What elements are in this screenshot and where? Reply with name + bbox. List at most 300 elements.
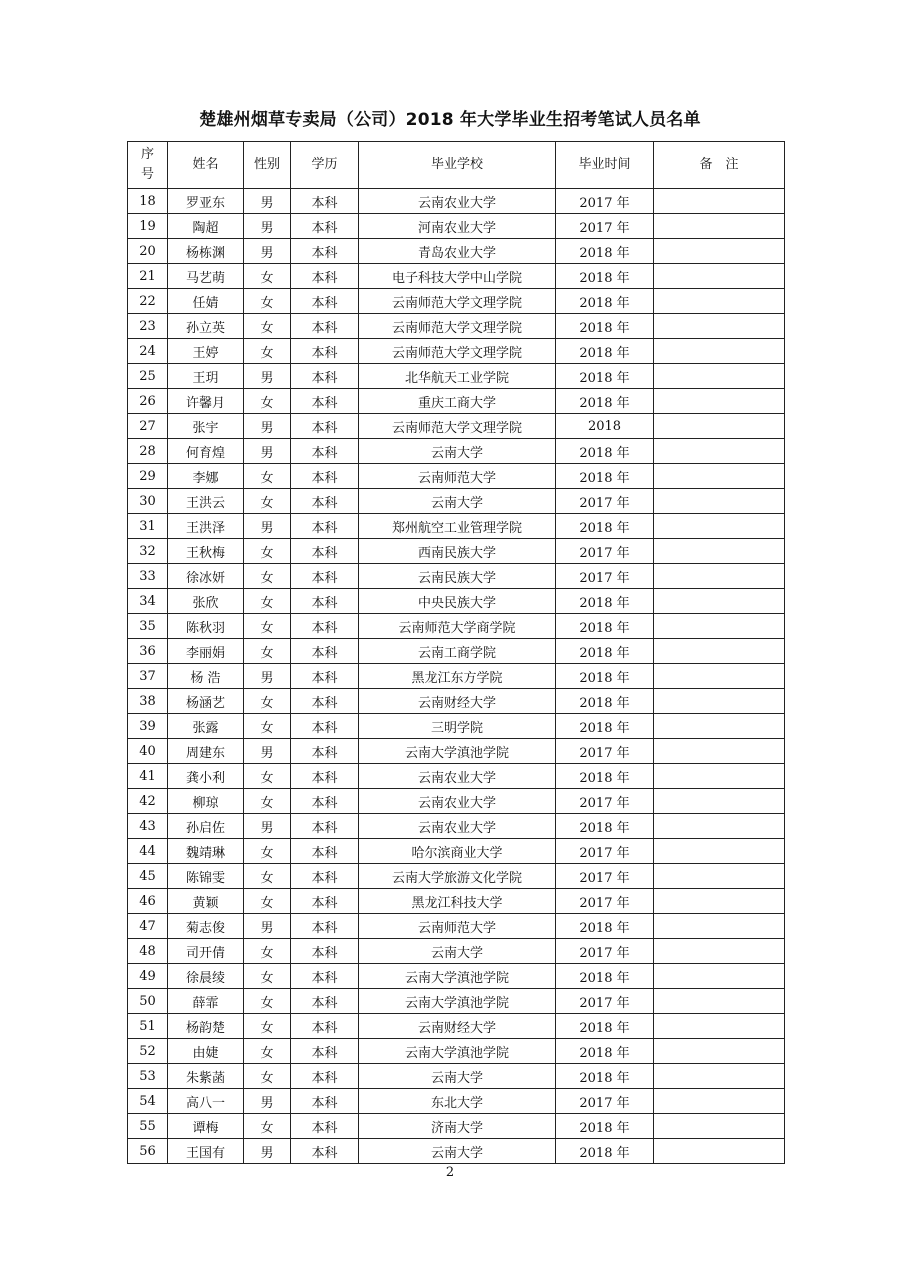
page-number: 2 xyxy=(445,1165,455,1180)
cell-gender: 女 xyxy=(244,714,291,739)
cell-seq: 48 xyxy=(128,939,168,964)
cell-gender: 女 xyxy=(244,939,291,964)
cell-education: 本科 xyxy=(291,289,359,314)
cell-remarks xyxy=(654,464,785,489)
cell-seq: 37 xyxy=(128,664,168,689)
cell-seq: 31 xyxy=(128,514,168,539)
cell-gender: 男 xyxy=(244,1089,291,1114)
cell-grad-time: 2018 年 xyxy=(556,314,654,339)
cell-grad-time: 2018 年 xyxy=(556,689,654,714)
cell-school: 云南师范大学文理学院 xyxy=(359,339,556,364)
table-row xyxy=(128,389,785,414)
cell-grad-time: 2017 年 xyxy=(556,989,654,1014)
cell-name: 王国有 xyxy=(168,1139,244,1164)
cell-seq: 32 xyxy=(128,539,168,564)
cell-grad-time: 2017 年 xyxy=(556,939,654,964)
cell-seq: 26 xyxy=(128,389,168,414)
cell-school: 云南大学 xyxy=(359,489,556,514)
cell-name: 王洪泽 xyxy=(168,514,244,539)
cell-name: 高八一 xyxy=(168,1089,244,1114)
cell-education: 本科 xyxy=(291,889,359,914)
cell-seq: 42 xyxy=(128,789,168,814)
cell-education: 本科 xyxy=(291,814,359,839)
cell-name: 黄颖 xyxy=(168,889,244,914)
cell-education: 本科 xyxy=(291,914,359,939)
cell-grad-time: 2018 年 xyxy=(556,264,654,289)
cell-school: 河南农业大学 xyxy=(359,214,556,239)
cell-remarks xyxy=(654,1014,785,1039)
cell-seq: 25 xyxy=(128,364,168,389)
cell-seq: 43 xyxy=(128,814,168,839)
header-grad-time: 毕业时间 xyxy=(556,142,654,189)
cell-remarks xyxy=(654,214,785,239)
cell-education: 本科 xyxy=(291,339,359,364)
cell-gender: 女 xyxy=(244,839,291,864)
cell-school: 中央民族大学 xyxy=(359,589,556,614)
candidate-table xyxy=(127,141,785,1164)
cell-gender: 女 xyxy=(244,314,291,339)
cell-seq: 54 xyxy=(128,1089,168,1114)
cell-grad-time: 2018 年 xyxy=(556,389,654,414)
table-row xyxy=(128,789,785,814)
cell-education: 本科 xyxy=(291,1014,359,1039)
cell-school: 云南大学 xyxy=(359,1139,556,1164)
header-remarks: 备 注 xyxy=(654,142,785,189)
cell-gender: 女 xyxy=(244,1039,291,1064)
cell-gender: 女 xyxy=(244,889,291,914)
cell-gender: 男 xyxy=(244,189,291,214)
cell-gender: 女 xyxy=(244,864,291,889)
cell-education: 本科 xyxy=(291,414,359,439)
cell-name: 司开倩 xyxy=(168,939,244,964)
cell-education: 本科 xyxy=(291,189,359,214)
cell-remarks xyxy=(654,1064,785,1089)
cell-education: 本科 xyxy=(291,989,359,1014)
cell-seq: 18 xyxy=(128,189,168,214)
cell-grad-time: 2018 年 xyxy=(556,764,654,789)
cell-seq: 44 xyxy=(128,839,168,864)
table-row xyxy=(128,1039,785,1064)
cell-grad-time: 2018 年 xyxy=(556,664,654,689)
cell-seq: 24 xyxy=(128,339,168,364)
header-name: 姓名 xyxy=(168,142,244,189)
cell-remarks xyxy=(654,314,785,339)
cell-remarks xyxy=(654,489,785,514)
cell-education: 本科 xyxy=(291,514,359,539)
cell-gender: 女 xyxy=(244,564,291,589)
cell-remarks xyxy=(654,264,785,289)
cell-grad-time: 2017 年 xyxy=(556,214,654,239)
cell-remarks xyxy=(654,514,785,539)
cell-grad-time: 2018 年 xyxy=(556,639,654,664)
cell-school: 云南大学滇池学院 xyxy=(359,1039,556,1064)
cell-gender: 女 xyxy=(244,1014,291,1039)
cell-grad-time: 2017 年 xyxy=(556,489,654,514)
cell-education: 本科 xyxy=(291,214,359,239)
cell-grad-time: 2017 年 xyxy=(556,889,654,914)
cell-seq: 29 xyxy=(128,464,168,489)
table-row xyxy=(128,414,785,439)
cell-school: 云南大学滇池学院 xyxy=(359,739,556,764)
cell-gender: 男 xyxy=(244,664,291,689)
cell-grad-time: 2018 年 xyxy=(556,1139,654,1164)
cell-grad-time: 2017 年 xyxy=(556,789,654,814)
cell-seq: 45 xyxy=(128,864,168,889)
cell-education: 本科 xyxy=(291,1039,359,1064)
table-row xyxy=(128,714,785,739)
table-row xyxy=(128,989,785,1014)
cell-school: 云南农业大学 xyxy=(359,814,556,839)
table-row xyxy=(128,314,785,339)
table-row xyxy=(128,639,785,664)
cell-gender: 男 xyxy=(244,364,291,389)
cell-education: 本科 xyxy=(291,739,359,764)
cell-gender: 男 xyxy=(244,514,291,539)
cell-school: 云南大学滇池学院 xyxy=(359,964,556,989)
cell-grad-time: 2018 年 xyxy=(556,289,654,314)
cell-education: 本科 xyxy=(291,1064,359,1089)
cell-school: 云南大学 xyxy=(359,439,556,464)
cell-remarks xyxy=(654,789,785,814)
table-row xyxy=(128,739,785,764)
cell-school: 云南工商学院 xyxy=(359,639,556,664)
cell-seq: 38 xyxy=(128,689,168,714)
table-row xyxy=(128,614,785,639)
table-row xyxy=(128,689,785,714)
cell-name: 菊志俊 xyxy=(168,914,244,939)
cell-seq: 23 xyxy=(128,314,168,339)
cell-name: 徐晨绫 xyxy=(168,964,244,989)
cell-school: 济南大学 xyxy=(359,1114,556,1139)
cell-name: 何育煌 xyxy=(168,439,244,464)
cell-school: 电子科技大学中山学院 xyxy=(359,264,556,289)
cell-gender: 女 xyxy=(244,264,291,289)
table-row xyxy=(128,489,785,514)
cell-gender: 女 xyxy=(244,464,291,489)
cell-school: 云南民族大学 xyxy=(359,564,556,589)
cell-name: 陶超 xyxy=(168,214,244,239)
table-row xyxy=(128,589,785,614)
cell-school: 西南民族大学 xyxy=(359,539,556,564)
table-row xyxy=(128,839,785,864)
cell-gender: 女 xyxy=(244,639,291,664)
cell-education: 本科 xyxy=(291,714,359,739)
cell-name: 朱紫菡 xyxy=(168,1064,244,1089)
cell-education: 本科 xyxy=(291,1139,359,1164)
cell-grad-time: 2018 xyxy=(556,414,654,439)
table-row xyxy=(128,814,785,839)
table-row xyxy=(128,439,785,464)
cell-education: 本科 xyxy=(291,489,359,514)
cell-seq: 50 xyxy=(128,989,168,1014)
cell-remarks xyxy=(654,589,785,614)
cell-school: 黑龙江东方学院 xyxy=(359,664,556,689)
cell-remarks xyxy=(654,439,785,464)
cell-name: 张欣 xyxy=(168,589,244,614)
page-title: 楚雄州烟草专卖局（公司）2018 年大学毕业生招考笔试人员名单 xyxy=(199,110,701,130)
cell-education: 本科 xyxy=(291,864,359,889)
cell-remarks xyxy=(654,189,785,214)
cell-remarks xyxy=(654,614,785,639)
cell-remarks xyxy=(654,389,785,414)
cell-name: 魏靖琳 xyxy=(168,839,244,864)
cell-gender: 男 xyxy=(244,814,291,839)
cell-education: 本科 xyxy=(291,564,359,589)
cell-grad-time: 2017 年 xyxy=(556,1089,654,1114)
cell-education: 本科 xyxy=(291,539,359,564)
table-row xyxy=(128,514,785,539)
cell-grad-time: 2017 年 xyxy=(556,864,654,889)
cell-remarks xyxy=(654,739,785,764)
cell-grad-time: 2017 年 xyxy=(556,539,654,564)
cell-remarks xyxy=(654,289,785,314)
cell-school: 云南农业大学 xyxy=(359,789,556,814)
cell-education: 本科 xyxy=(291,764,359,789)
cell-education: 本科 xyxy=(291,389,359,414)
cell-school: 云南农业大学 xyxy=(359,189,556,214)
table-row xyxy=(128,1114,785,1139)
cell-seq: 22 xyxy=(128,289,168,314)
cell-education: 本科 xyxy=(291,664,359,689)
cell-grad-time: 2018 年 xyxy=(556,589,654,614)
cell-school: 云南师范大学 xyxy=(359,914,556,939)
table-row xyxy=(128,889,785,914)
cell-school: 北华航天工业学院 xyxy=(359,364,556,389)
cell-remarks xyxy=(654,764,785,789)
cell-gender: 女 xyxy=(244,989,291,1014)
table-row xyxy=(128,364,785,389)
table-row xyxy=(128,464,785,489)
table-row xyxy=(128,664,785,689)
cell-gender: 女 xyxy=(244,789,291,814)
cell-education: 本科 xyxy=(291,264,359,289)
table-row xyxy=(128,564,785,589)
cell-name: 谭梅 xyxy=(168,1114,244,1139)
cell-education: 本科 xyxy=(291,689,359,714)
cell-seq: 41 xyxy=(128,764,168,789)
cell-education: 本科 xyxy=(291,364,359,389)
cell-education: 本科 xyxy=(291,939,359,964)
cell-grad-time: 2018 年 xyxy=(556,964,654,989)
cell-gender: 女 xyxy=(244,614,291,639)
cell-school: 云南师范大学 xyxy=(359,464,556,489)
cell-name: 由婕 xyxy=(168,1039,244,1064)
table-body xyxy=(128,189,785,1164)
table-row xyxy=(128,1139,785,1164)
cell-grad-time: 2018 年 xyxy=(556,614,654,639)
header-seq-label: 序号 xyxy=(140,147,154,182)
cell-remarks xyxy=(654,964,785,989)
cell-education: 本科 xyxy=(291,839,359,864)
cell-name: 许馨月 xyxy=(168,389,244,414)
cell-remarks xyxy=(654,914,785,939)
cell-seq: 35 xyxy=(128,614,168,639)
table-row xyxy=(128,289,785,314)
cell-seq: 40 xyxy=(128,739,168,764)
cell-seq: 51 xyxy=(128,1014,168,1039)
cell-school: 云南大学 xyxy=(359,939,556,964)
header-seq xyxy=(128,142,168,189)
cell-remarks xyxy=(654,814,785,839)
cell-name: 陈秋羽 xyxy=(168,614,244,639)
cell-grad-time: 2017 年 xyxy=(556,189,654,214)
cell-gender: 男 xyxy=(244,439,291,464)
cell-name: 李丽娟 xyxy=(168,639,244,664)
cell-remarks xyxy=(654,939,785,964)
cell-education: 本科 xyxy=(291,314,359,339)
cell-name: 陈锦雯 xyxy=(168,864,244,889)
cell-remarks xyxy=(654,839,785,864)
cell-name: 徐冰妍 xyxy=(168,564,244,589)
cell-name: 杨栋渊 xyxy=(168,239,244,264)
table-row xyxy=(128,1064,785,1089)
cell-education: 本科 xyxy=(291,1114,359,1139)
cell-gender: 女 xyxy=(244,489,291,514)
table-row xyxy=(128,1014,785,1039)
cell-gender: 女 xyxy=(244,764,291,789)
table-row xyxy=(128,939,785,964)
cell-remarks xyxy=(654,889,785,914)
cell-school: 重庆工商大学 xyxy=(359,389,556,414)
cell-seq: 30 xyxy=(128,489,168,514)
cell-grad-time: 2018 年 xyxy=(556,239,654,264)
cell-name: 任婧 xyxy=(168,289,244,314)
cell-remarks xyxy=(654,339,785,364)
cell-seq: 33 xyxy=(128,564,168,589)
cell-grad-time: 2018 年 xyxy=(556,364,654,389)
cell-gender: 男 xyxy=(244,414,291,439)
table-row xyxy=(128,864,785,889)
header-education: 学历 xyxy=(291,142,359,189)
cell-gender: 女 xyxy=(244,689,291,714)
cell-school: 青岛农业大学 xyxy=(359,239,556,264)
cell-remarks xyxy=(654,664,785,689)
cell-remarks xyxy=(654,1039,785,1064)
cell-school: 云南农业大学 xyxy=(359,764,556,789)
table-header-row xyxy=(128,142,785,189)
cell-grad-time: 2018 年 xyxy=(556,1064,654,1089)
cell-grad-time: 2018 年 xyxy=(556,1014,654,1039)
table-row xyxy=(128,964,785,989)
cell-seq: 46 xyxy=(128,889,168,914)
cell-remarks xyxy=(654,1114,785,1139)
table-row xyxy=(128,764,785,789)
cell-name: 杨 浩 xyxy=(168,664,244,689)
cell-school: 东北大学 xyxy=(359,1089,556,1114)
cell-name: 王婷 xyxy=(168,339,244,364)
cell-education: 本科 xyxy=(291,789,359,814)
cell-remarks xyxy=(654,864,785,889)
cell-remarks xyxy=(654,689,785,714)
cell-grad-time: 2018 年 xyxy=(556,714,654,739)
cell-education: 本科 xyxy=(291,639,359,664)
cell-education: 本科 xyxy=(291,614,359,639)
cell-education: 本科 xyxy=(291,589,359,614)
cell-name: 张宇 xyxy=(168,414,244,439)
cell-seq: 47 xyxy=(128,914,168,939)
cell-gender: 女 xyxy=(244,964,291,989)
cell-remarks xyxy=(654,364,785,389)
cell-gender: 女 xyxy=(244,389,291,414)
cell-school: 云南财经大学 xyxy=(359,689,556,714)
cell-remarks xyxy=(654,539,785,564)
cell-school: 云南大学 xyxy=(359,1064,556,1089)
header-gender: 性别 xyxy=(244,142,291,189)
table-row xyxy=(128,264,785,289)
cell-seq: 39 xyxy=(128,714,168,739)
table-row xyxy=(128,189,785,214)
cell-remarks xyxy=(654,239,785,264)
cell-gender: 女 xyxy=(244,289,291,314)
cell-grad-time: 2017 年 xyxy=(556,739,654,764)
header-school: 毕业学校 xyxy=(359,142,556,189)
cell-grad-time: 2018 年 xyxy=(556,814,654,839)
cell-seq: 52 xyxy=(128,1039,168,1064)
cell-education: 本科 xyxy=(291,964,359,989)
cell-grad-time: 2017 年 xyxy=(556,564,654,589)
cell-education: 本科 xyxy=(291,239,359,264)
cell-school: 三明学院 xyxy=(359,714,556,739)
cell-grad-time: 2018 年 xyxy=(556,1039,654,1064)
table-row xyxy=(128,339,785,364)
cell-school: 黑龙江科技大学 xyxy=(359,889,556,914)
cell-seq: 19 xyxy=(128,214,168,239)
cell-seq: 21 xyxy=(128,264,168,289)
cell-school: 云南师范大学文理学院 xyxy=(359,289,556,314)
cell-name: 孙立英 xyxy=(168,314,244,339)
cell-school: 云南大学滇池学院 xyxy=(359,989,556,1014)
cell-remarks xyxy=(654,1139,785,1164)
table-row xyxy=(128,539,785,564)
cell-grad-time: 2018 年 xyxy=(556,464,654,489)
cell-remarks xyxy=(654,1089,785,1114)
cell-gender: 男 xyxy=(244,914,291,939)
cell-school: 郑州航空工业管理学院 xyxy=(359,514,556,539)
cell-remarks xyxy=(654,989,785,1014)
cell-education: 本科 xyxy=(291,1089,359,1114)
cell-seq: 28 xyxy=(128,439,168,464)
cell-name: 孙启佐 xyxy=(168,814,244,839)
cell-school: 云南师范大学商学院 xyxy=(359,614,556,639)
cell-school: 云南大学旅游文化学院 xyxy=(359,864,556,889)
cell-gender: 女 xyxy=(244,1064,291,1089)
cell-seq: 56 xyxy=(128,1139,168,1164)
cell-grad-time: 2018 年 xyxy=(556,514,654,539)
cell-name: 杨涵艺 xyxy=(168,689,244,714)
cell-name: 王玥 xyxy=(168,364,244,389)
cell-remarks xyxy=(654,414,785,439)
cell-seq: 34 xyxy=(128,589,168,614)
cell-grad-time: 2018 年 xyxy=(556,1114,654,1139)
cell-gender: 女 xyxy=(244,339,291,364)
table-row xyxy=(128,914,785,939)
cell-seq: 27 xyxy=(128,414,168,439)
cell-name: 罗亚东 xyxy=(168,189,244,214)
table-row xyxy=(128,1089,785,1114)
cell-name: 张露 xyxy=(168,714,244,739)
cell-gender: 女 xyxy=(244,1114,291,1139)
cell-name: 马艺萌 xyxy=(168,264,244,289)
cell-school: 云南师范大学文理学院 xyxy=(359,314,556,339)
cell-gender: 男 xyxy=(244,1139,291,1164)
table-row xyxy=(128,214,785,239)
cell-seq: 36 xyxy=(128,639,168,664)
cell-gender: 男 xyxy=(244,239,291,264)
cell-seq: 49 xyxy=(128,964,168,989)
cell-seq: 20 xyxy=(128,239,168,264)
cell-grad-time: 2018 年 xyxy=(556,439,654,464)
cell-school: 云南师范大学文理学院 xyxy=(359,414,556,439)
